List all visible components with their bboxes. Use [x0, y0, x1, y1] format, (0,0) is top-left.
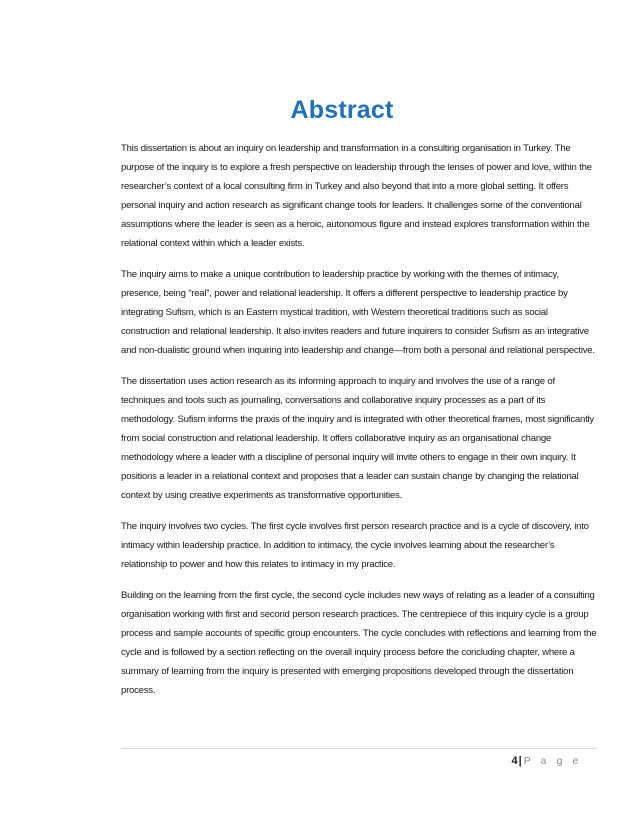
paragraph-2: The inquiry aims to make a unique contribution to leadership practice by working with the themes of intimacy, presence, being “real”, power and relational leadership. It offers a different perspective to leadership practice by integrating Sufism, which is an Eastern mystical tradition, with Western theoretical traditions such as social construction and relational leadership. It also invites readers and future inquirers to consider Sufism as an integrative and non-dualistic ground when inquiring into leadership and change—from both a personal and relational perspective.: [121, 269, 595, 356]
paragraph-1: This dissertation is about an inquiry on leadership and transformation in a consulting organisation in Turkey. The purpose of the inquiry is to explore a fresh perspective on leadership through the lenses of power and love, within the researcher’s context of a local consulting firm in Turkey and also beyond that into a more global setting. It offers personal inquiry and action research as significant change tools for leaders. It challenges some of the conventional assumptions where the leader is seen as a heroic, autonomous figure and instead explores transformation within the relational context within which a leader exists.: [121, 143, 592, 249]
paragraph-3: The dissertation uses action research as its informing approach to inquiry and involves the use of a range of techniques and tools such as journaling, conversations and collaborative inquiry processes as a part of its methodology. Sufism informs the praxis of the inquiry and is integrated with other theoretical frames, most significantly from social construction and relational leadership. It offers collaborative inquiry as an organisational change methodology where a leader with a discipline of personal inquiry will invite others to engage in their own inquiry. It positions a leader in a relational context and proposes that a leader can sustain change by changing the relational context by using creative experiments as transformative opportunities.: [121, 376, 594, 501]
footer-divider: [121, 748, 597, 749]
page-label: P a g e: [523, 755, 582, 767]
page-title: Abstract: [290, 96, 394, 124]
page-number: 4: [511, 755, 518, 767]
paragraph-5: Building on the learning from the first cycle, the second cycle includes new ways of relating as a leader of a consulting organisation working with first and second person research practices. The centrepiece of this inquiry cycle is a group process and sample accounts of specific group encounters. The cycle concludes with reflections and learning from the cycle and is followed by a section reflecting on the overall inquiry process before the concluding chapter, where a summary of learning from the inquiry is presented with emerging propositions developed through the dissertation process.: [121, 590, 597, 696]
paragraph-4: The inquiry involves two cycles. The first cycle involves first person research practice and is a cycle of discovery, into intimacy within leadership practice. In addition to intimacy, the cycle involves learning about the researcher’s relationship to power and how this relates to intimacy in my practice.: [121, 521, 589, 570]
abstract-body: [121, 139, 597, 712]
page-footer: [512, 754, 583, 768]
page-separator: |: [518, 755, 522, 767]
